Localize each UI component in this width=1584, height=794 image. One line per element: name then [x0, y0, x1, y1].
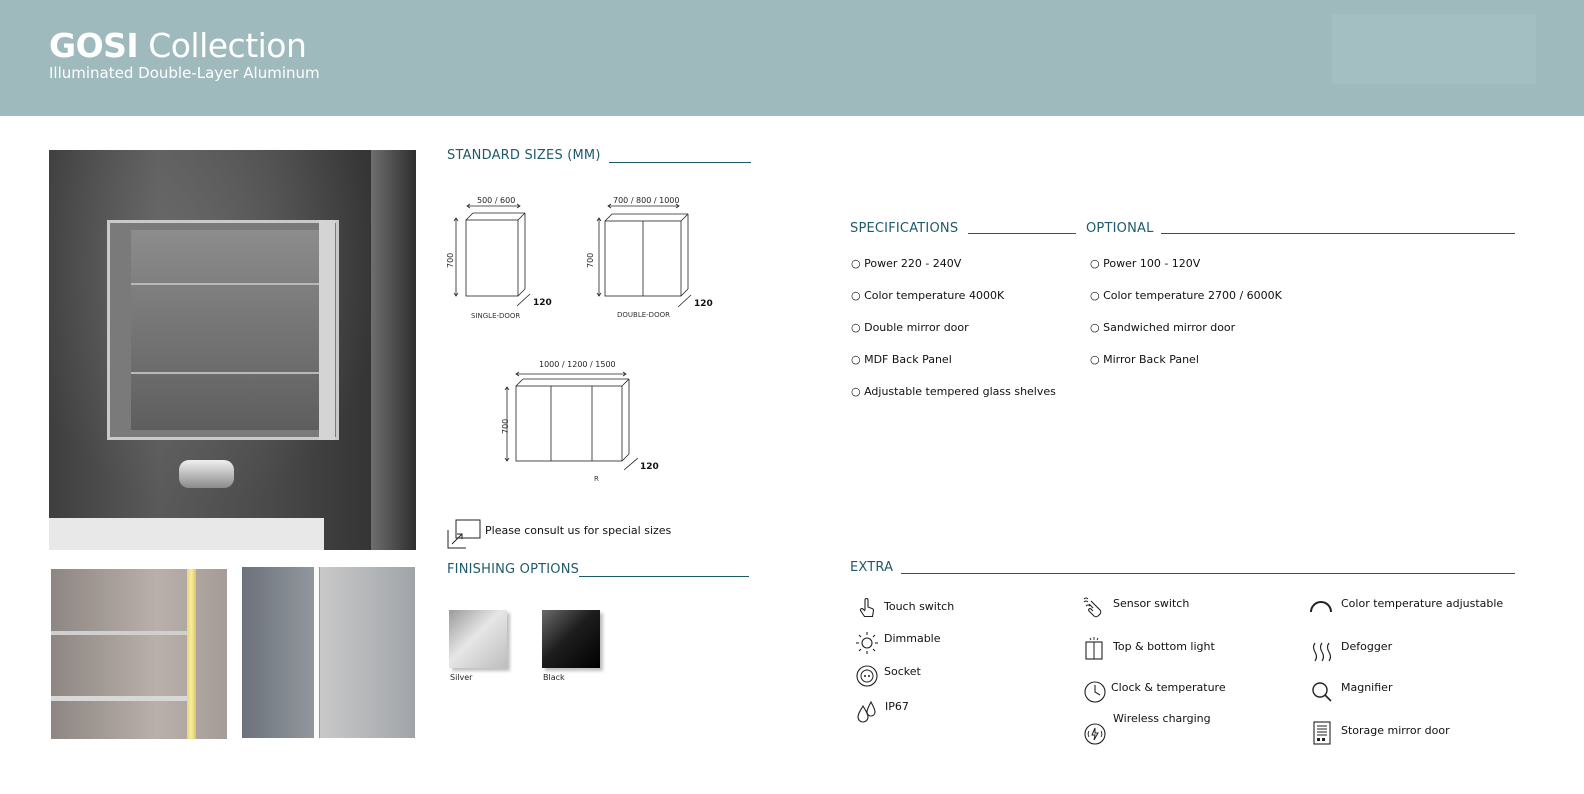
clock-icon	[1083, 680, 1107, 704]
finishing-options-title: FINISHING OPTIONS	[447, 562, 580, 577]
resize-icon	[446, 518, 482, 550]
extra-label-socket: Socket	[884, 665, 921, 678]
optional-item: ○ Mirror Back Panel	[1090, 353, 1199, 366]
product-photo-main	[49, 150, 416, 550]
socket-icon	[855, 664, 879, 688]
finishing-options-rule	[579, 576, 749, 577]
extra-label-ip67: IP67	[885, 700, 909, 713]
standard-sizes-title: STANDARD SIZES (MM)	[447, 148, 601, 163]
collection-word: Collection	[148, 26, 307, 65]
header-banner	[0, 0, 1584, 116]
optional-title: OPTIONAL	[1086, 221, 1154, 236]
triple-door-caption: R	[594, 475, 599, 483]
single-door-depth: 120	[533, 298, 552, 308]
light-panel-icon	[1082, 637, 1106, 661]
specifications-rule	[968, 233, 1076, 234]
touch-icon	[856, 597, 880, 621]
wave-hand-icon	[1083, 596, 1107, 620]
extra-label-color-temperature-adjustable: Color temperature adjustable	[1341, 597, 1504, 610]
black-swatch	[542, 610, 600, 668]
extra-label-magnifier: Magnifier	[1341, 681, 1393, 694]
double-door-depth: 120	[694, 299, 713, 309]
product-photo-light-detail	[51, 569, 227, 739]
single-door-caption: SINGLE-DOOR	[471, 312, 521, 320]
extra-label-defogger: Defogger	[1341, 640, 1393, 653]
page-title	[49, 26, 306, 65]
extra-title: EXTRA	[850, 560, 894, 575]
silver-label: Silver	[450, 673, 473, 682]
black-label: Black	[543, 673, 565, 682]
extra-label-clock-temperature: Clock & temperature	[1111, 681, 1226, 694]
standard-sizes-rule	[609, 162, 751, 163]
double-door-width: 700 / 800 / 1000	[613, 196, 680, 205]
optional-rule	[1161, 233, 1515, 234]
storage-icon	[1310, 721, 1334, 745]
single-door-height: 700	[446, 252, 455, 268]
spec-item: ○ Adjustable tempered glass shelves	[851, 385, 1056, 398]
heat-waves-icon	[1310, 640, 1334, 664]
spec-item: ○ Double mirror door	[851, 321, 969, 334]
double-door-caption: DOUBLE-DOOR	[617, 311, 670, 319]
spec-item: ○ Color temperature 4000K	[851, 289, 1005, 302]
silver-swatch	[449, 610, 507, 668]
brand-name: GOSI	[49, 26, 139, 65]
special-sizes-note: Please consult us for special sizes	[485, 524, 672, 537]
optional-item: ○ Sandwiched mirror door	[1090, 321, 1236, 334]
triple-door-drawing	[496, 362, 656, 472]
wireless-charging-icon	[1083, 722, 1107, 746]
extra-label-touch-switch: Touch switch	[884, 600, 955, 613]
arc-icon	[1309, 596, 1333, 620]
extra-label-sensor-switch: Sensor switch	[1113, 597, 1190, 610]
page-subtitle: Illuminated Double-Layer Aluminum	[49, 64, 320, 82]
extra-rule	[901, 573, 1515, 574]
specifications-title: SPECIFICATIONS	[850, 221, 959, 236]
extra-label-top-bottom-light: Top & bottom light	[1113, 640, 1215, 653]
single-door-width: 500 / 600	[477, 196, 516, 205]
sun-icon	[855, 631, 879, 655]
triple-door-height: 700	[501, 418, 510, 434]
optional-item: ○ Color temperature 2700 / 6000K	[1090, 289, 1282, 302]
triple-door-width: 1000 / 1200 / 1500	[539, 360, 616, 369]
product-photo-edge-detail	[242, 567, 415, 738]
magnifier-icon	[1310, 680, 1334, 704]
double-door-height: 700	[586, 252, 595, 268]
spec-item: ○ MDF Back Panel	[851, 353, 952, 366]
extra-label-dimmable: Dimmable	[884, 632, 941, 645]
water-drops-icon	[855, 700, 879, 724]
optional-item: ○ Power 100 - 120V	[1090, 257, 1201, 270]
extra-label-wireless-charging: Wireless charging	[1113, 712, 1211, 725]
triple-door-depth: 120	[640, 462, 659, 472]
header-watermark	[1332, 14, 1536, 84]
extra-label-storage-mirror-door: Storage mirror door	[1341, 724, 1450, 737]
spec-item: ○ Power 220 - 240V	[851, 257, 962, 270]
double-door-drawing	[582, 196, 712, 316]
